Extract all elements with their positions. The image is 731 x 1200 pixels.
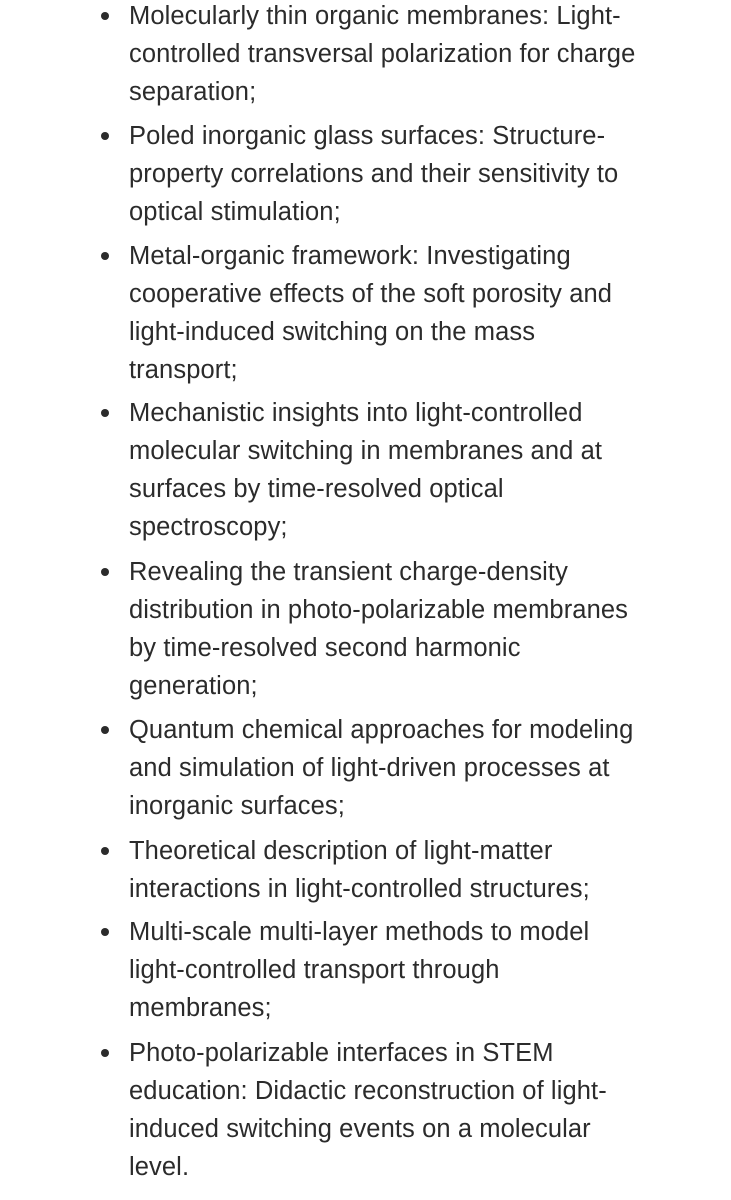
list-item-line: Metal-organic framework: Investigating [129, 242, 571, 270]
list-item-text [129, 1034, 689, 1186]
list-item-text [129, 0, 689, 111]
list-item-line: controlled transversal polarization for charge [129, 40, 636, 68]
list-item-line: education: Didactic reconstruction of light- [129, 1077, 607, 1105]
bullet-icon [101, 252, 109, 260]
bullet-icon [101, 726, 109, 734]
list-item-text [129, 237, 689, 389]
list-item-line: Multi-scale multi-layer methods to model [129, 918, 590, 946]
list-item-line: surfaces by time-resolved optical [129, 475, 504, 503]
list-item-line: Poled inorganic glass surfaces: Structure- [129, 122, 606, 150]
list-item-line: by time-resolved second harmonic [129, 634, 521, 662]
list-item-line: induced switching events on a molecular [129, 1115, 591, 1143]
list-item-line: Revealing the transient charge-density [129, 558, 568, 586]
list-item-line: optical stimulation; [129, 198, 341, 226]
list-item-line: property correlations and their sensitivity to [129, 160, 619, 188]
bullet-icon [101, 409, 109, 417]
list-item-line: transport; [129, 356, 238, 384]
bullet-icon [101, 12, 109, 20]
list-item-line: molecular switching in membranes and at [129, 437, 603, 465]
list-item-line: inorganic surfaces; [129, 792, 345, 820]
list-item-line: membranes; [129, 994, 272, 1022]
list-item-line: generation; [129, 672, 258, 700]
list-item-line: Photo-polarizable interfaces in STEM [129, 1039, 554, 1067]
list-item-text [129, 832, 689, 908]
list-item-line: distribution in photo-polarizable membranes [129, 596, 628, 624]
list-item-line: light-controlled transport through [129, 956, 500, 984]
bullet-icon [101, 1049, 109, 1057]
bullet-icon [101, 568, 109, 576]
list-item-line: Theoretical description of light-matter [129, 837, 553, 865]
list-item-text [129, 394, 689, 546]
list-item-line: Mechanistic insights into light-controlled [129, 399, 583, 427]
list-item-line: level. [129, 1153, 190, 1181]
list-item-text [129, 553, 689, 705]
list-item-line: Molecularly thin organic membranes: Light- [129, 2, 621, 30]
list-item-text [129, 913, 689, 1027]
bullet-icon [101, 132, 109, 140]
list-item-line: and simulation of light-driven processes at [129, 754, 610, 782]
list-item-line: separation; [129, 78, 257, 106]
list-item-text [129, 117, 689, 231]
bullet-icon [101, 928, 109, 936]
list-item-line: interactions in light-controlled structures; [129, 875, 590, 903]
list-item-line: light-induced switching on the mass [129, 318, 536, 346]
list-item-line: spectroscopy; [129, 513, 288, 541]
list-item-line: cooperative effects of the soft porosity and [129, 280, 613, 308]
bullet-icon [101, 847, 109, 855]
list-item-line: Quantum chemical approaches for modeling [129, 716, 634, 744]
list-item-text [129, 711, 689, 825]
